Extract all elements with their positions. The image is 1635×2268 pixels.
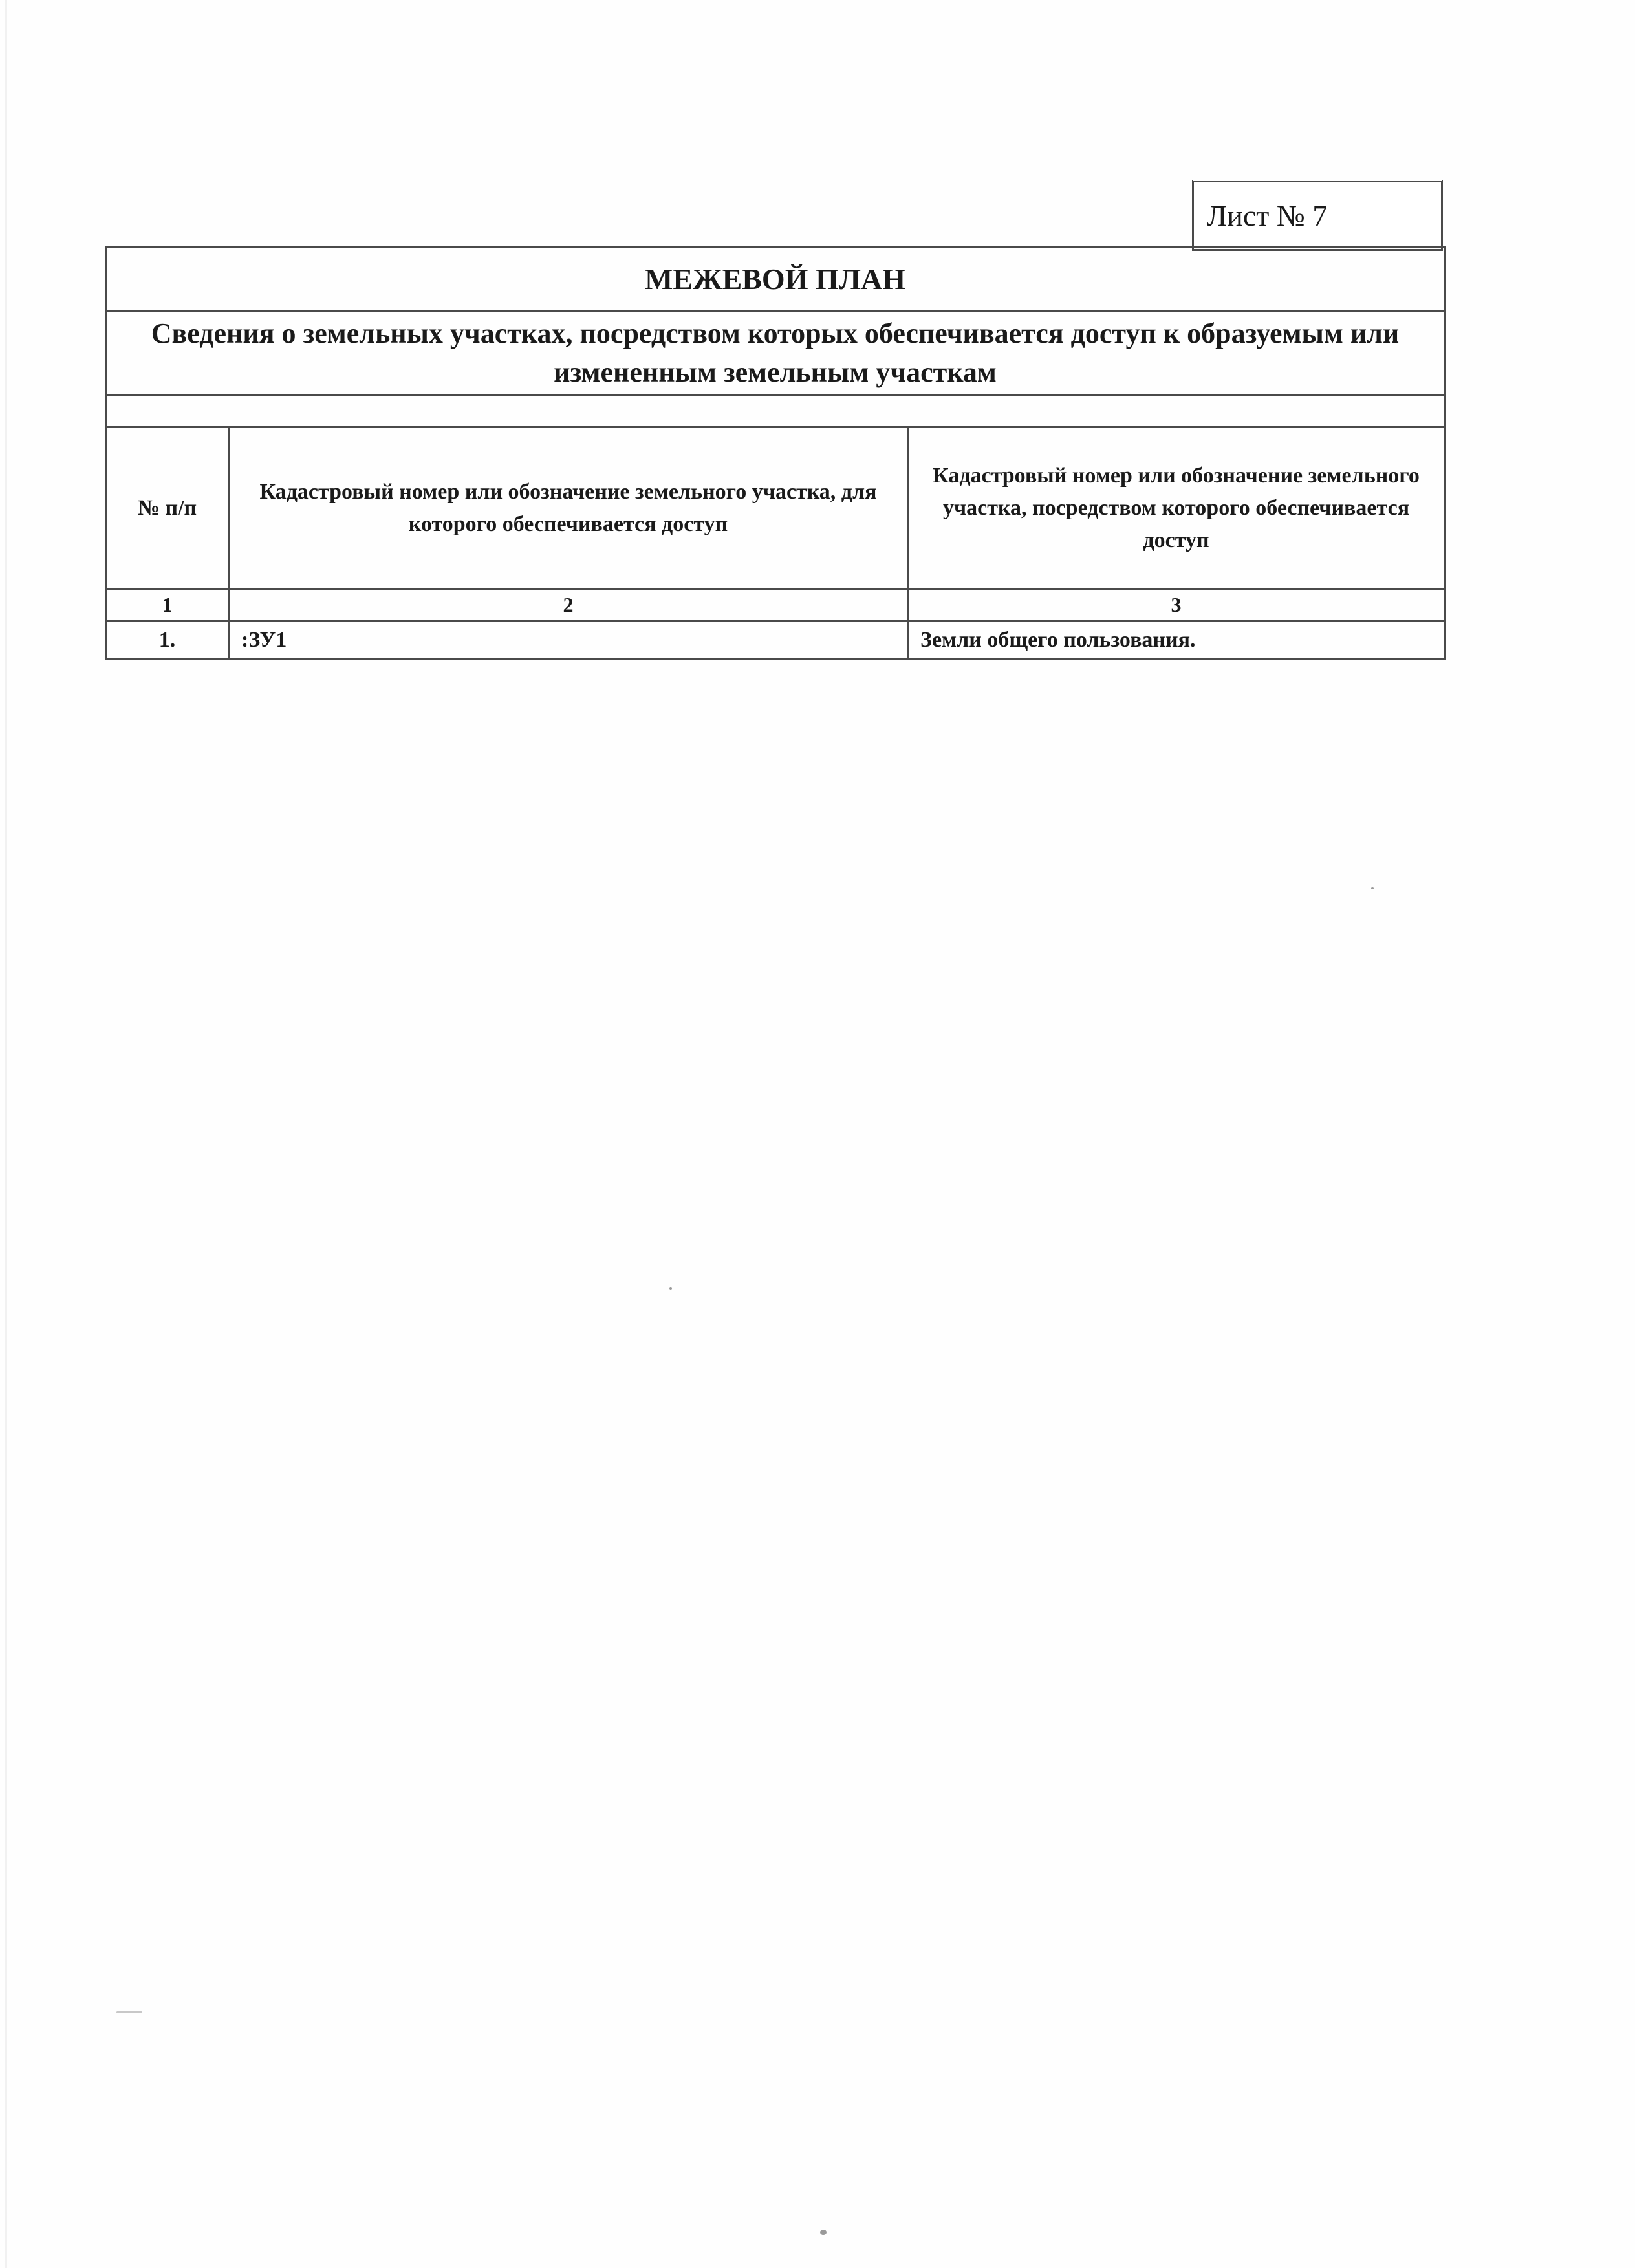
column-number-2: 2 bbox=[229, 589, 908, 621]
blank-row bbox=[106, 395, 1445, 427]
header-target-parcel: Кадастровый номер или обозначение земельного участка, для которого обеспечивается доступ bbox=[229, 427, 908, 589]
scan-speck bbox=[116, 2011, 142, 2013]
scan-edge bbox=[5, 0, 7, 2268]
row-target-parcel: :ЗУ1 bbox=[229, 621, 908, 659]
subtitle-row bbox=[106, 311, 1445, 395]
scan-speck bbox=[669, 1287, 672, 1290]
column-number-3: 3 bbox=[908, 589, 1445, 621]
column-number-row bbox=[106, 589, 1445, 621]
column-number-1: 1 bbox=[106, 589, 229, 621]
header-index: № п/п bbox=[106, 427, 229, 589]
boundary-plan-table bbox=[105, 246, 1446, 660]
sheet-number-label: Лист № 7 bbox=[1207, 199, 1328, 232]
table-row bbox=[106, 621, 1445, 659]
scan-speck bbox=[1371, 887, 1374, 889]
row-index: 1. bbox=[106, 621, 229, 659]
blank-cell bbox=[106, 395, 1445, 427]
header-row bbox=[106, 427, 1445, 589]
sheet-number-box bbox=[1192, 180, 1443, 251]
title-row bbox=[106, 248, 1445, 311]
scan-speck bbox=[820, 2230, 827, 2235]
row-access-parcel: Земли общего пользования. bbox=[908, 621, 1445, 659]
document-title: МЕЖЕВОЙ ПЛАН bbox=[106, 248, 1445, 311]
header-access-parcel: Кадастровый номер или обозначение земельного участка, посредством которого обеспечивается доступ bbox=[908, 427, 1445, 589]
section-title: Сведения о земельных участках, посредством которых обеспечивается доступ к образуемым или измененным земельным участкам bbox=[106, 311, 1445, 395]
